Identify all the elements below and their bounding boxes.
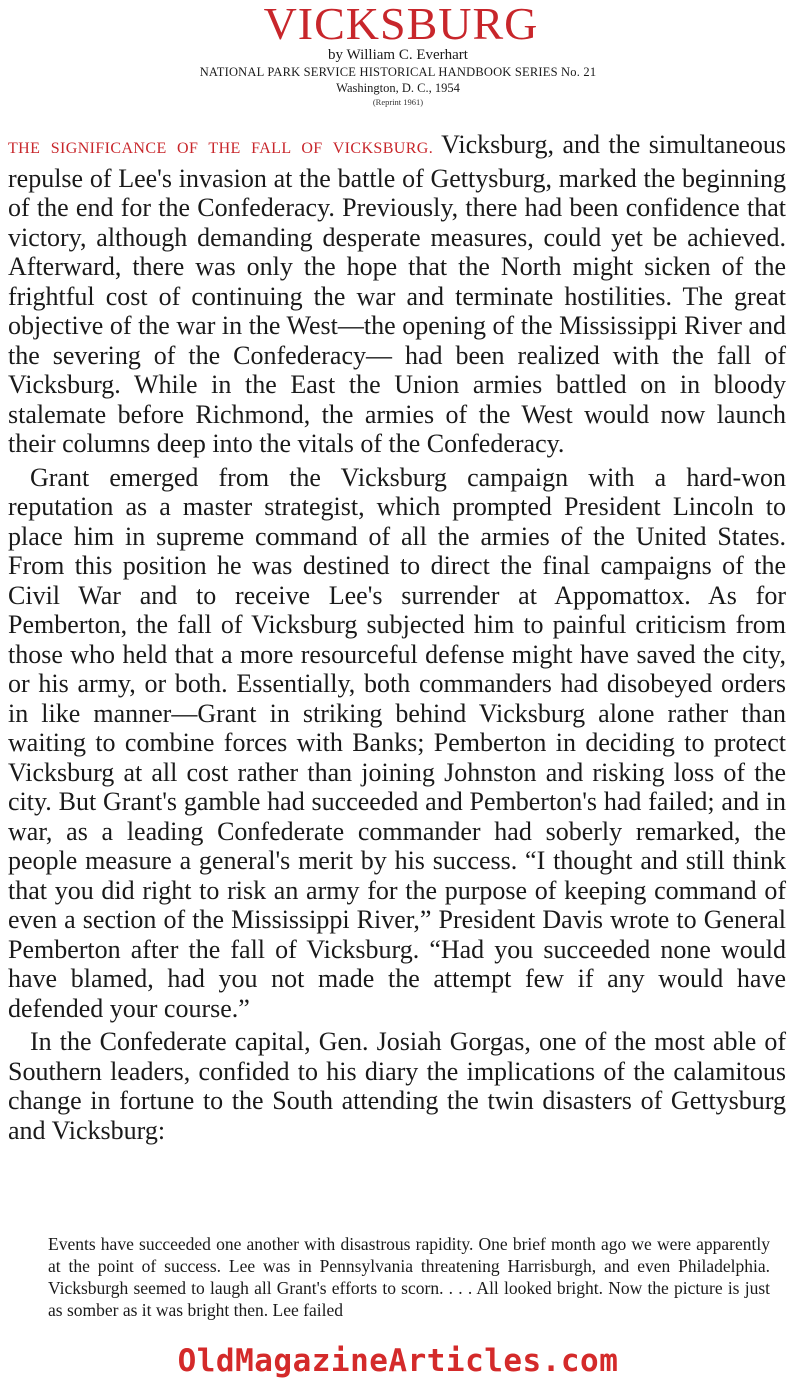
paragraph-text: Vicksburg, and the simultaneous repulse of Lee's invasion at the battle of Gettysburg, marked the beginning of the end for the Confederacy. Previously, there had been confidence that victory, although demanding desperate measures, could yet be achieved. Afterward, there was only the hope that the North might sicken of the frightful cost of continuing the war and terminate hostilities. The great objective of the war in the West—the opening of the Mississippi River and the severing of the Confederacy— had been realized with the fall of Vicksburg. While in the East the Union armies battled on in bloody stalemate before Richmond, the armies of the West would now launch their columns deep into the vitals of the Confederacy. (8, 130, 786, 458)
site-watermark: OldMagazineArticles.com (177, 1343, 619, 1379)
article-body (8, 130, 786, 1145)
diary-quote: Events have succeeded one another with disastrous rapidity. One brief month ago we were apparently at the point of success. Lee was in Pennsylvania threatening Harrisburgh, and even Philadelphia. Vicksburgh seemed to laugh all Grant's efforts to scorn. . . . All looked bright. Now the picture is just as somber as it was bright then. Lee failed (48, 1234, 770, 1320)
document-header (0, 0, 796, 108)
section-heading: THE SIGNIFICANCE OF THE FALL OF VICKSBURG. (8, 140, 434, 157)
article-paragraph: In the Confederate capital, Gen. Josiah Gorgas, one of the most able of Southern leaders, confided to his diary the implications of the calamitous change in fortune to the South attending the twin disasters of Gettysburg and Vicksburg: (8, 1027, 786, 1145)
author-byline: by William C. Everhart (328, 47, 468, 63)
series-line: NATIONAL PARK SERVICE HISTORICAL HANDBOOK SERIES No. 21 (199, 65, 597, 79)
publication-place-date: Washington, D. C., 1954 (336, 81, 460, 95)
article-paragraph: Grant emerged from the Vicksburg campaign with a hard-won reputation as a master strategist, which prompted President Lincoln to place him in supreme command of all the armies of the United States. From this position he was destined to direct the final campaigns of the Civil War and to receive Lee's surrender at Appomattox. As for Pemberton, the fall of Vicksburg subjected him to painful criticism from those who held that a more resourceful defense might have saved the city, or his army, or both. Essentially, both commanders had disobeyed orders in like manner—Grant in striking behind Vicksburg alone rather than waiting to combine forces with Banks; Pemberton in deciding to protect Vicksburg at all cost rather than joining Johnston and risking loss of the city. But Grant's gamble had succeeded and Pemberton's had failed; and in war, as a leading Confederate commander had soberly remarked, the people measure a general's merit by his success. “I thought and still think that you did right to risk an army for the purpose of keeping command of even a section of the Mississippi River,” President Davis wrote to General Pemberton after the fall of Vicksburg. “Had you succeeded none would have blamed, had you not made the attempt few if any would have defended your course.” (8, 462, 786, 1023)
reprint-note: (Reprint 1961) (372, 97, 424, 107)
page-title: VICKSBURG (263, 0, 539, 49)
article-paragraph (8, 130, 786, 459)
